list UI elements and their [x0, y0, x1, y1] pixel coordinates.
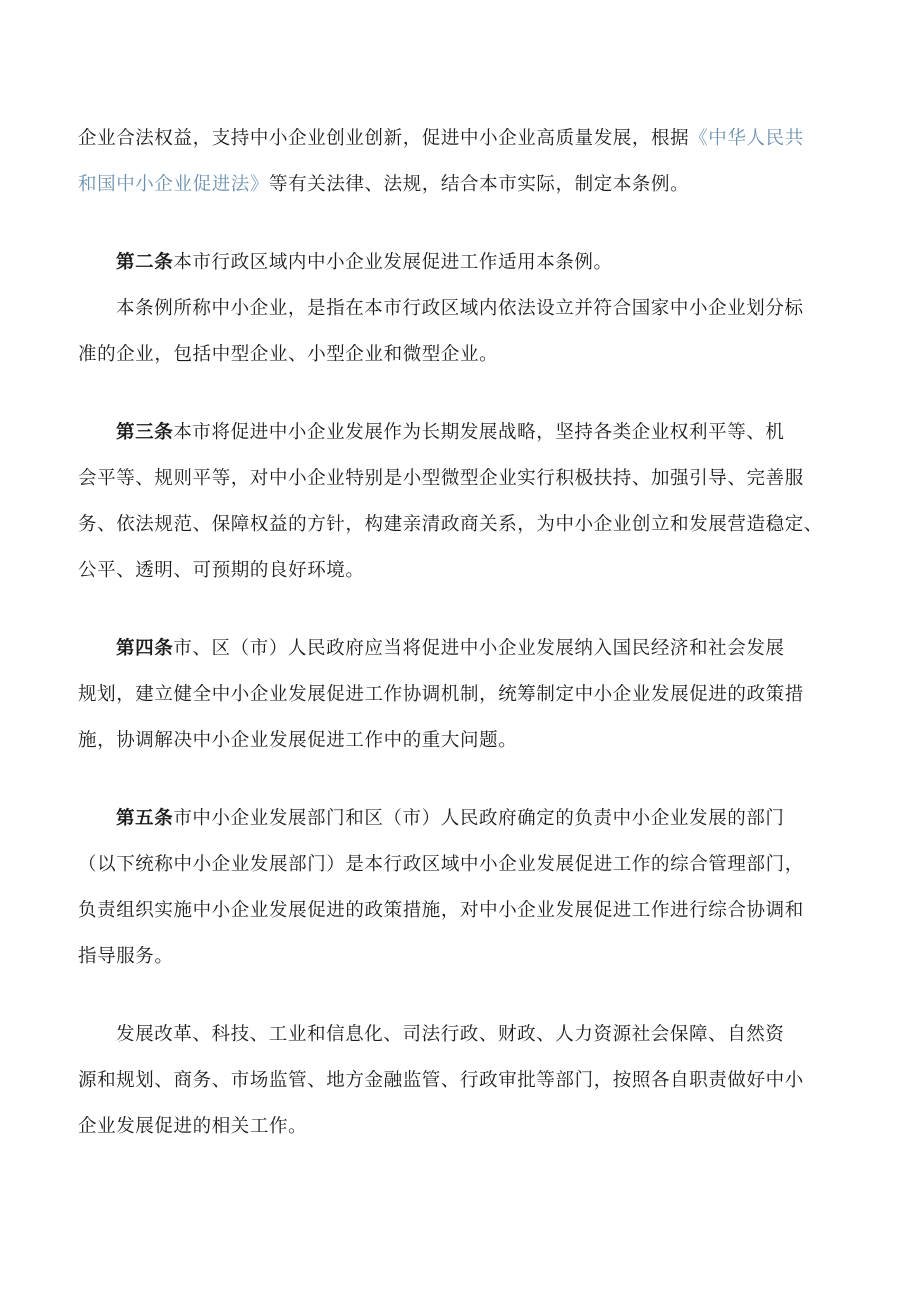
article3-line3: [78, 502, 830, 548]
paragraph-gap: [78, 378, 830, 410]
article1-text: 等有关法律、法规，结合本市实际，制定本条例。: [269, 174, 690, 195]
article-text: 本市行政区域内中小企业发展促进工作适用本条例。: [173, 252, 613, 273]
article3-line2: [78, 456, 830, 502]
article3-line4: [78, 548, 830, 594]
article-text: 源和规划、商务、市场监管、地方金融监管、行政审批等部门，按照各自职责做好中小: [78, 1070, 804, 1091]
paragraph-gap: [78, 208, 830, 240]
article5-line2: [78, 842, 830, 888]
article-text: 市中小企业发展部门和区（市）人民政府确定的负责中小企业发展的部门: [173, 808, 785, 829]
article1-line2: [78, 162, 830, 208]
article5-p2-line3: [78, 1104, 830, 1150]
paragraph-gap: [78, 980, 830, 1012]
article-text: 市、区（市）人民政府应当将促进中小企业发展纳入国民经济和社会发展: [173, 638, 785, 659]
article-text: 准的企业，包括中型企业、小型企业和微型企业。: [78, 344, 499, 365]
article-text: 施，协调解决中小企业发展促进工作中的重大问题。: [78, 730, 518, 751]
article2-line1: [78, 240, 830, 286]
article1-line1: [78, 116, 830, 162]
law-link-part1[interactable]: 《中华人民共: [689, 128, 804, 149]
article-text: 务、依法规范、保障权益的方针，构建亲清政商关系，为中小企业创立和发展营造稳定、: [78, 514, 823, 535]
article-text: 负责组织实施中小企业发展促进的政策措施，对中小企业发展促进工作进行综合协调和: [78, 900, 804, 921]
article-text: （以下统称中小企业发展部门）是本行政区域中小企业发展促进工作的综合管理部门，: [78, 854, 804, 875]
article-heading: 第二条: [116, 252, 174, 273]
article-text: 发展改革、科技、工业和信息化、司法行政、财政、人力资源社会保障、自然资: [116, 1024, 785, 1045]
article-text: 企业发展促进的相关工作。: [78, 1116, 308, 1137]
article5-p2-line1: [78, 1012, 830, 1058]
article-text: 规划，建立健全中小企业发展促进工作协调机制，统筹制定中小企业发展促进的政策措: [78, 684, 804, 705]
article5-line4: [78, 934, 830, 980]
article-text: 本条例所称中小企业，是指在本市行政区域内依法设立并符合国家中小企业划分标: [116, 298, 804, 319]
article4-line1: [78, 626, 830, 672]
article5-line3: [78, 888, 830, 934]
article-heading: 第四条: [116, 638, 174, 659]
article-text: 公平、透明、可预期的良好环境。: [78, 560, 365, 581]
article4-line2: [78, 672, 830, 718]
article-heading: 第五条: [116, 808, 174, 829]
article5-line1: [78, 796, 830, 842]
document-body: [78, 116, 830, 1150]
article5-p2-line2: [78, 1058, 830, 1104]
paragraph-gap: [78, 764, 830, 796]
article4-line3: [78, 718, 830, 764]
article3-line1: [78, 410, 830, 456]
article1-text: 企业合法权益，支持中小企业创业创新，促进中小企业高质量发展，根据: [78, 128, 690, 149]
article-heading: 第三条: [116, 422, 174, 443]
law-link-part2[interactable]: 和国中小企业促进法》: [78, 174, 270, 195]
article-text: 指导服务。: [78, 946, 174, 967]
article-text: 本市将促进中小企业发展作为长期发展战略，坚持各类企业权利平等、机: [173, 422, 785, 443]
paragraph-gap: [78, 594, 830, 626]
article2-p2-line2: [78, 332, 830, 378]
article-text: 会平等、规则平等，对中小企业特别是小型微型企业实行积极扶持、加强引导、完善服: [78, 468, 804, 489]
article2-p2-line1: [78, 286, 830, 332]
